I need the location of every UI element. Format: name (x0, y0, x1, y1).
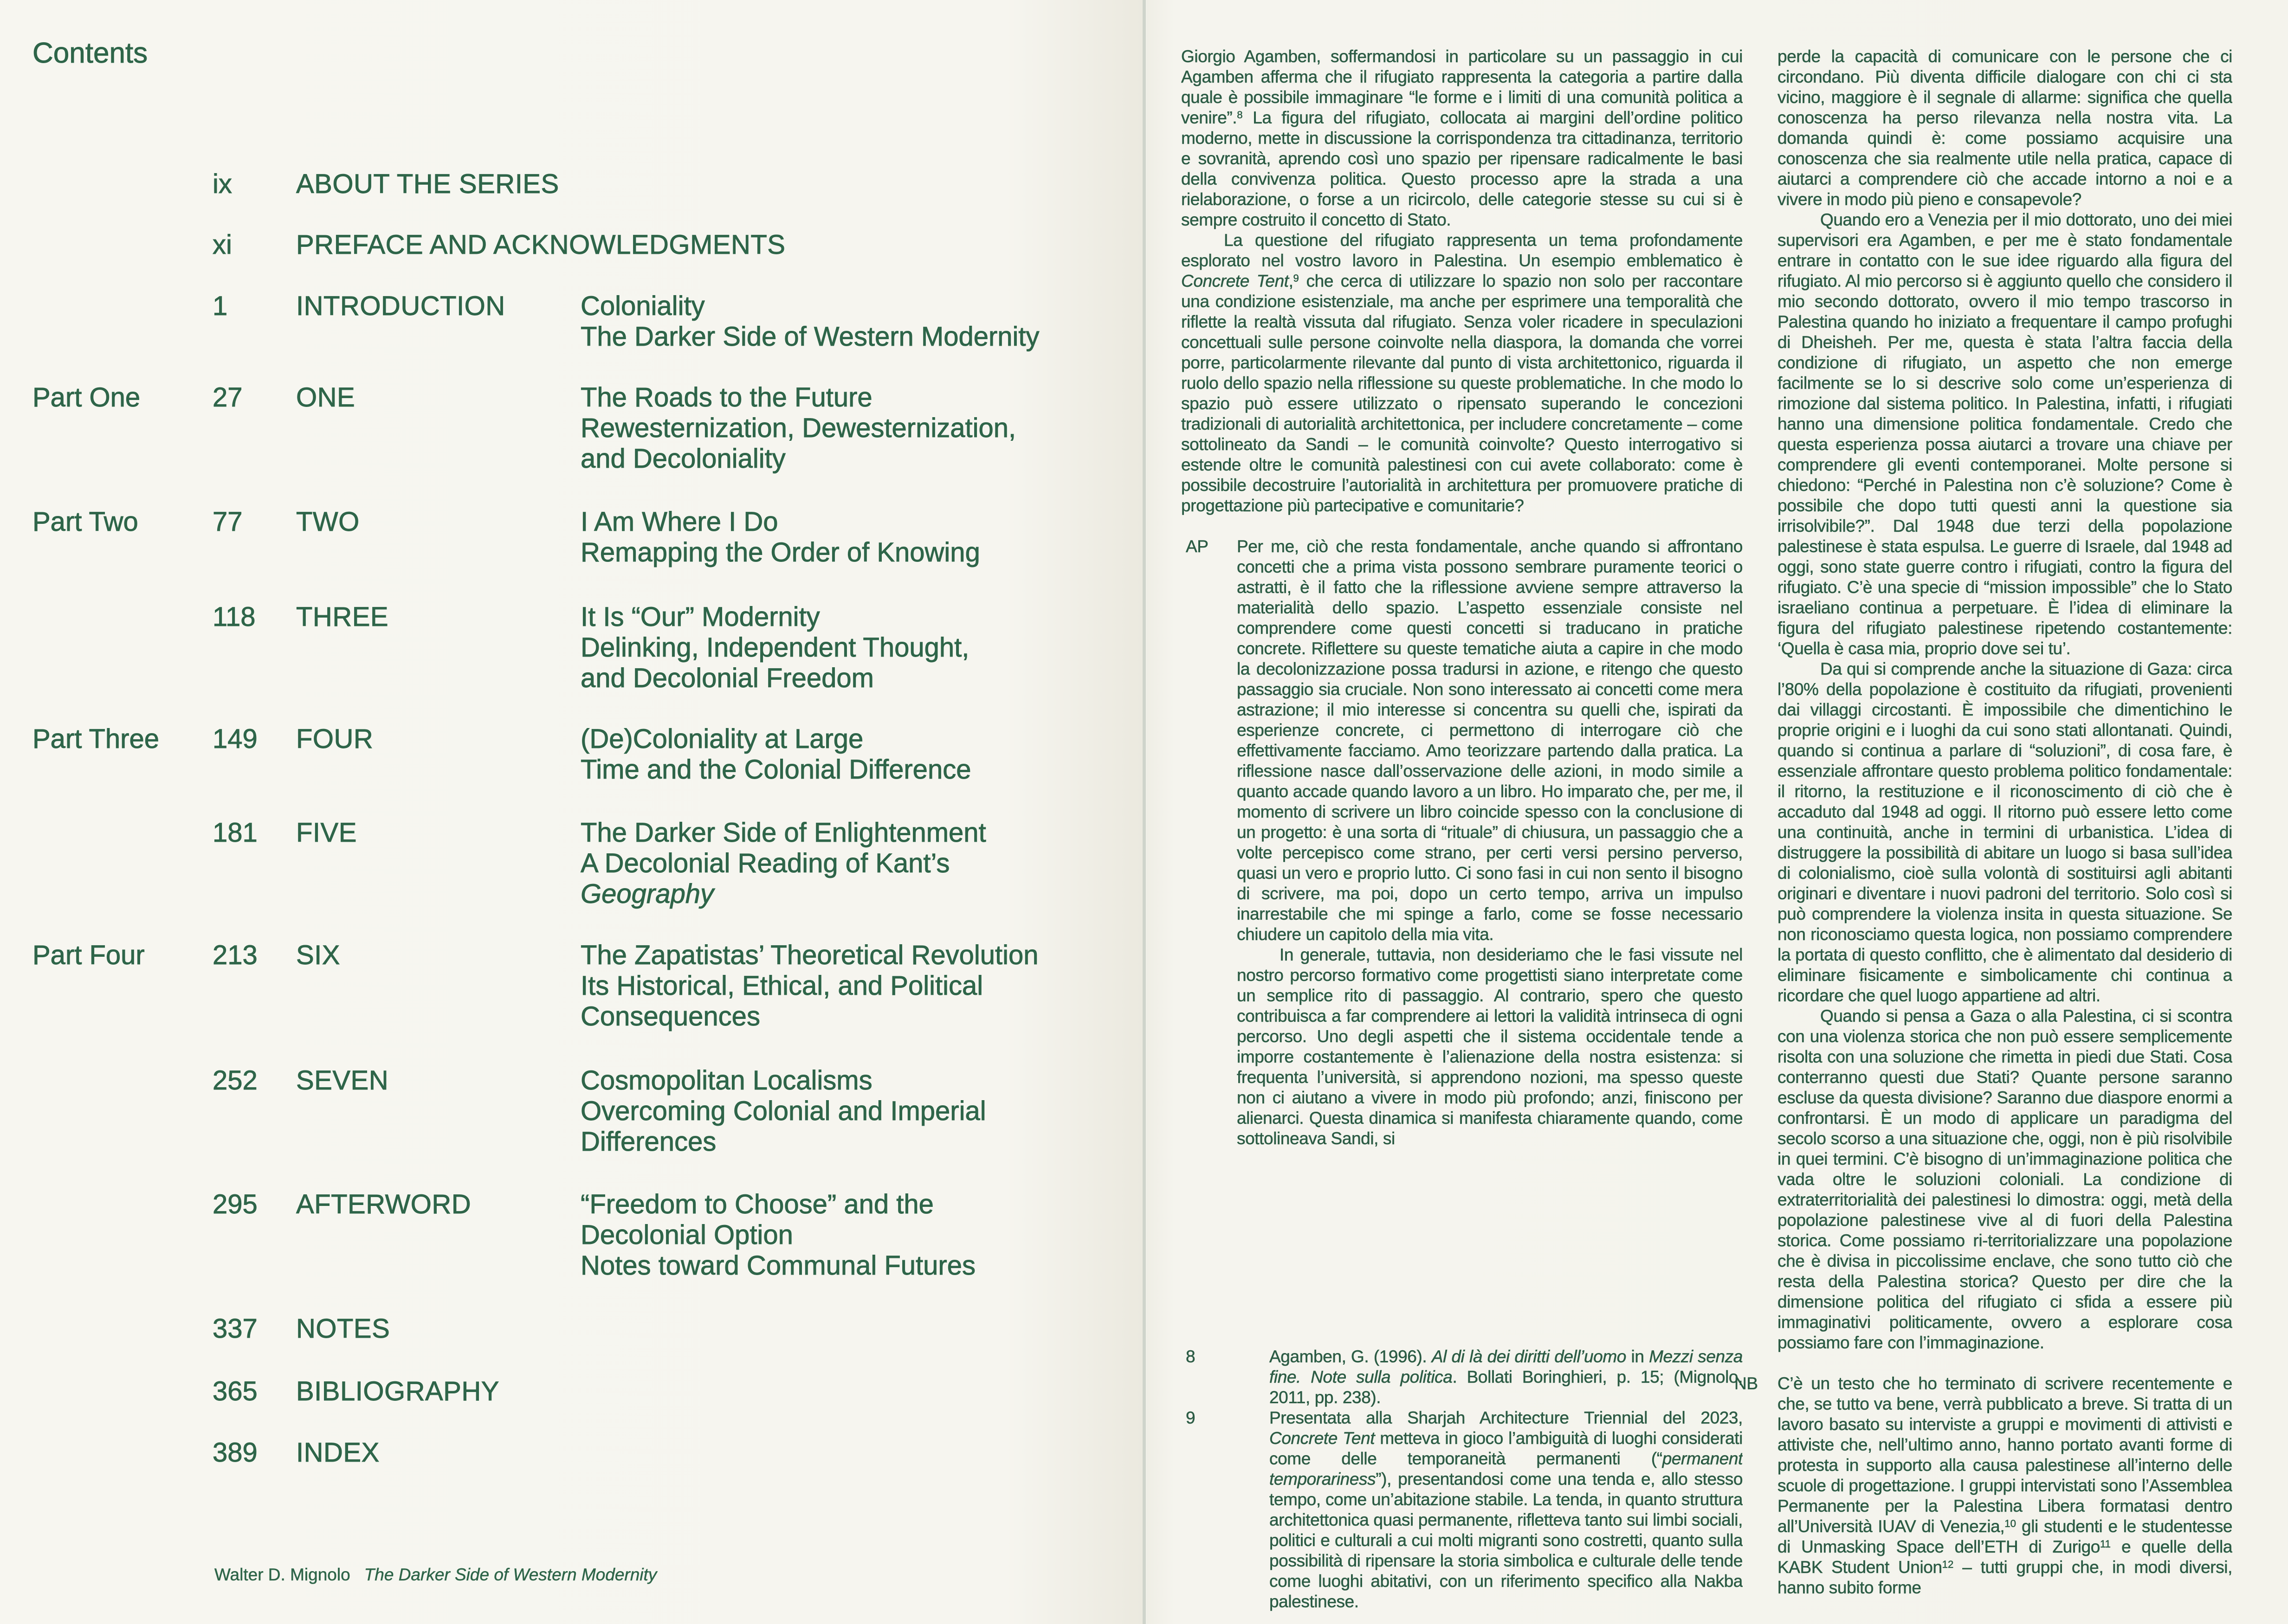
toc-chapter-label: FIVE (296, 818, 357, 848)
toc-title: It Is “Our” Modernity Delinking, Independent Thought, and Decolonial Freedom (581, 602, 969, 693)
interview-page (1146, 0, 2288, 1624)
footnote-text: Presentata alla Sharjah Architecture Triennial del 2023, Concrete Tent metteva in gioco l’ambiguità di luoghi considerati come delle temporaneità permanenti (“permanent temporariness”), presentandosi come una tenda e, allo stesso tempo, come un’abitazione stabile. La tenda, in quanto struttura architettonica quasi permanente, rifletteva tanto sui limbi sociali, politici e culturali a cui molti migranti sono costretti, quanto sulla possibilità di ripensare la storia simbolica e culturale delle tende come luoghi abitativi, con un riferimento specifico alla Nakba palestinese. (1269, 1408, 1743, 1611)
paragraph: Quando si pensa a Gaza o alla Palestina, ci si scontra con una violenza storica che non può essere semplicemente risolta con una soluzione che rimetta in piedi due Stati. Cosa conterranno questi due Stati? Quante persone saranno escluse da questa divisione? Saranno due diaspore enormi a confrontarsi. È un modo di applicare un paradigma del secolo scorso a una situazione che, oggi, non è più risolvibile in quei termini. C’è bisogno di un’immaginazione politica che vada oltre le soluzioni coloniali. La condizione di extraterritorialità dei palestinesi lo dimostra: oggi, metà della popolazione palestinese vive al di fuori della Palestina storica. Come possiamo ri-territorializzare una popolazione che è divisa in piccolissime enclave, che sono tutto ciò che resta della Palestina storica? Questo per dire che la dimensione politica del rifugiato ci sfida a essere più immaginativi politicamente, ovvero a esplorare cosa possiamo fare con l’immaginazione. (1777, 1006, 2232, 1352)
toc-page-number: 337 (213, 1314, 258, 1344)
toc-page-number: 389 (213, 1437, 258, 1468)
toc-page-number: 118 (213, 602, 256, 632)
footnote-text: Agamben, G. (1996). Al di là dei diritti dell’uomo in Mezzi senza fine. Note sulla politica. Bollati Boringhieri, p. 15; (Mignolo, 2011, pp. 238). (1269, 1347, 1743, 1407)
toc-page-number: ix (213, 169, 232, 199)
toc-title: The Roads to the Future Rewesternization, Dewesternization, and Decoloniality (581, 382, 1016, 474)
contents-page (0, 0, 1143, 1624)
footnote-reference: 8 (1237, 109, 1243, 121)
toc-page-number: 181 (213, 818, 258, 848)
toc-chapter-label: SIX (296, 940, 340, 970)
speaker-label: NB (1734, 1374, 1758, 1393)
italic-text: Al di là dei diritti dell’uomo (1431, 1347, 1626, 1366)
footnote-reference: 12 (1942, 1559, 1954, 1571)
toc-page-number: 252 (213, 1065, 258, 1096)
toc-part-label: Part Three (32, 724, 159, 754)
toc-title: (De)Coloniality at Large Time and the Colonial Difference (581, 724, 971, 785)
paragraph: Per me, ciò che resta fondamentale, anche quando si affrontano concetti che a prima vista possono sembrare puramente teorici o astratti, è il fatto che la riflessione avviene sempre attraverso la materialità dello spazio. L’aspetto essenziale consiste nel comprendere come questi concetti si traducano in pratiche concrete. Riflettere su queste tematiche aiuta a capire in che modo la decolonizzazione possa tradursi in azione, e ritengo che questo passaggio sia cruciale. Non sono interessato ai concetti come mera astrazione; il mio interesse si concentra su quelli che, ispirati da esperienze concrete, ci permettono di interrogare ciò che effettivamente facciamo. Amo teorizzare partendo dalla pratica. La riflessione nasce dall’osservazione delle azioni, in modo simile a quanto accade quando lavoro a un libro. Ho imparato che, per me, il momento di scrivere un libro coincide spesso con la conclusione di un progetto: è una sorta di “rituale” di chiusura, un passaggio che a volte percepisco come strano, per certi versi persino perverso, quasi un vero e proprio lutto. Ci sono fasi in cui non sento il bisogno di scrivere, ma poi, dopo un certo tempo, arriva un impulso inarrestabile che mi spinge a farlo, come se fosse necessario chiudere un capitolo della mia vita. (1237, 537, 1743, 944)
toc-title: I Am Where I Do Remapping the Order of Knowing (581, 507, 980, 567)
footnote (1181, 1408, 1743, 1612)
italic-title-line: Geography (581, 879, 714, 909)
footnote-number: 9 (1186, 1408, 1196, 1427)
toc-chapter-label: ONE (296, 382, 355, 412)
footnote-number: 8 (1186, 1347, 1196, 1366)
toc-chapter-label: INDEX (296, 1437, 380, 1468)
speaker-label: AP (1186, 537, 1209, 556)
footnote-reference: 9 (1293, 272, 1299, 284)
paragraph: perde la capacità di comunicare con le persone che ci circondano. Più diventa difficile dialogare con chi ci sta vicino, maggiore è il segnale di allarme: significa che quella conoscenza ha perso rilevanza nella nostra vita. La domanda quindi è: come possiamo acquisire una conoscenza che sia realmente utile nella pratica, capace di aiutarci a comprendere ciò che accade intorno a noi e a vivere in modo più pieno e consapevole? (1777, 47, 2232, 209)
toc-page-number: 77 (213, 507, 243, 537)
toc-page-number: 295 (213, 1189, 258, 1219)
answer-block (1733, 1373, 2232, 1598)
paragraph: La questione del rifugiato rappresenta un tema profondamente esplorato nel vostro lavoro in Palestina. Un esempio emblematico è Concrete Tent,$^9$ che cerca di utilizzare lo spazio non solo per raccontare una condizione esistenziale, ma anche per esprimere una temporalità che riflette la realtà vissuta dal rifugiato. Senza voler ricadere in speculazioni concettuali sulle persone coinvolte nella diaspora, la domanda che vorrei porre, particolarmente rilevante dal punto di vista architettonico, riguarda il ruolo dello spazio nella riflessione su queste problematiche. In che modo lo spazio può essere utilizzato o ripensato superando le concezioni tradizionali di autorialità architettonica, per includere concretamente – come sottolineato da Sandi – le comunità coinvolte? Questo interrogativo si estende oltre le comunità palestinesi con cui avete collaborato: come è possibile decostruire l’autorialità in architettura per promuovere pratiche di progettazione più partecipative e comunitarie? (1181, 231, 1743, 515)
toc-page-number: xi (213, 230, 232, 260)
toc-chapter-label: BIBLIOGRAPHY (296, 1376, 499, 1406)
toc-chapter-label: AFTERWORD (296, 1189, 472, 1219)
italic-text: Concrete Tent (1181, 271, 1289, 290)
toc-title: Cosmopolitan Localisms Overcoming Colonial and Imperial Differences (581, 1065, 986, 1157)
paragraph: C’è un testo che ho terminato di scrivere recentemente e che, se tutto va bene, verrà pubblicato a breve. Si tratta di un lavoro basato su interviste a gruppi e movimenti di attivisti e attiviste che, nell’ultimo anno, hanno portato avanti forme di protesta in supporto alla causa palestinese all’interno delle scuole di progettazione. I gruppi intervistati sono l’Assemblea Permanente per la Palestina Libera formatasi dentro all’Università IUAV di Venezia,$^{10}$ gli studenti e le studentesse di Unmasking Space dell’ETH di Zurigo$^{11}$ e quelle della KABK Student Union$^{12}$ – tutti gruppi che, in modi diversi, hanno subito forme (1777, 1374, 2232, 1597)
toc-title: Coloniality The Darker Side of Western Modernity (581, 291, 1040, 352)
paragraph: Giorgio Agamben, soffermandosi in particolare su un passaggio in cui Agamben afferma che il rifugiato rappresenta la categoria a partire dalla quale è possibile immaginare “le forme e i limiti di una comunità politica a venire”.$^8$ La figura del rifugiato, collocata ai margini dell’ordine politico moderno, mette in discussione la corrispondenza tra cittadinanza, territorio e sovranità, aprendo così uno spazio per ripensare radicalmente le basi della convivenza politica. Questo processo apre la strada a una rielaborazione, o forse a un ricircolo, delle categorie stesse su cui si è sempre costruito il concetto di Stato. (1181, 47, 1743, 229)
footnote-reference: 11 (2100, 1538, 2111, 1550)
text-column-left (1181, 46, 1743, 1344)
footer-author: Walter D. Mignolo (214, 1565, 350, 1584)
toc-page-number: 1 (213, 291, 228, 321)
toc-page-number: 149 (213, 724, 258, 754)
toc-chapter-label: INTRODUCTION (296, 291, 505, 321)
footnote (1181, 1347, 1743, 1408)
toc-part-label: Part Two (32, 507, 138, 537)
paragraph: Da qui si comprende anche la situazione di Gaza: circa l’80% della popolazione è costituito da rifugiati, provenienti dai villaggi circostanti. È impossibile che dimentichino le proprie origini e i luoghi da cui sono stati allontanati. Quindi, quando si continua a parlare di “soluzioni”, di cosa fare, è essenziale affrontare questo problema politico fondamentale: il ritorno, la restituzione e il riconoscimento di ciò che è accaduto dal 1948 ad oggi. Il ritorno può essere letto come una continuità, anche in termini di urbanistica. L’idea di distruggere la possibilità di abitare un luogo si basa sull’idea di colonialismo, cioè sulla volontà di sostituirsi agli abitanti originari e diventare i nuovi padroni del territorio. Solo così si può comprendere la violenza insita in questa situazione. Se non riconosciamo questa logica, non possiamo comprendere la portata di questo conflitto, che è alimentato dal desiderio di eliminare fisicamente e simbolicamente chi continua a ricordare che quel luogo appartiene ad altri. (1777, 659, 2232, 1005)
toc-chapter-label: ABOUT THE SERIES (296, 169, 559, 199)
toc-page-number: 365 (213, 1376, 258, 1406)
toc-chapter-label: PREFACE AND ACKNOWLEDGMENTS (296, 230, 786, 260)
text-column-right (1733, 46, 2232, 1615)
paragraph: Quando ero a Venezia per il mio dottorato, uno dei miei supervisori era Agamben, e per me è stato fondamentale entrare in contatto con le sue idee riguardo alla figura del rifugiato. Al mio percorso si è aggiunto quello che considero il mio secondo dottorato, ovvero il mio tempo trascorso in Palestina quando ho iniziato a frequentare il campo profughi di Dheisheh. Per me, questa è stata l’altra faccia della condizione di rifugiato, un aspetto che non emerge facilmente se lo si descrive solo come un’esperienza di rimozione dal sistema politico. In Palestina, infatti, i rifugiati hanno una dimensione politica fondamentale. Credo che questa esperienza possa aiutarci a trovare una chiave per comprendere gli eventi contemporanei. Molte persone si chiedono: “Perché in Palestina non c’è soluzione? Come è possibile che dopo tutti questi anni la questione sia irrisolvibile?”. Dal 1948 due terzi della popolazione palestinese è stata espulsa. Le guerre di Israele, dal 1948 ad oggi, sono state guerre contro i rifugiati, contro la figura del rifugiato. C’è una specie di “mission impossible” che lo Stato israeliano continua a perpetuare. È l’idea di eliminare la figura del rifugiato palestinese ripetendo costantemente: ‘Quella è casa mia, proprio dove sei tu’. (1777, 210, 2232, 658)
toc-title: “Freedom to Choose” and the Decolonial Option Notes toward Communal Futures (581, 1189, 976, 1281)
page-gutter-line (1143, 0, 1146, 1624)
toc-chapter-label: FOUR (296, 724, 374, 754)
toc-part-label: Part Four (32, 940, 145, 970)
footnotes-block (1181, 1347, 1743, 1620)
page-title: Contents (32, 37, 148, 69)
continuation-block (1733, 46, 2232, 1353)
toc-chapter-label: THREE (296, 602, 389, 632)
italic-text: Concrete Tent (1269, 1429, 1375, 1448)
toc-title: The Darker Side of Enlightenment A Decolonial Reading of Kant’s Geography (581, 818, 986, 909)
answer-block (1181, 536, 1743, 1149)
running-footer (214, 1565, 657, 1585)
italic-text: Mezzi senza fine. Note sulla politica (1269, 1347, 1743, 1386)
table-of-contents (0, 0, 1143, 1624)
italic-text: permanent temporariness (1269, 1449, 1743, 1489)
toc-chapter-label: TWO (296, 507, 360, 537)
toc-page-number: 213 (213, 940, 258, 970)
toc-part-label: Part One (32, 382, 141, 412)
toc-chapter-label: NOTES (296, 1314, 390, 1344)
footer-book-title: The Darker Side of Western Modernity (364, 1565, 657, 1584)
toc-title: The Zapatistas’ Theoretical Revolution Its Historical, Ethical, and Political Consequences (581, 940, 1039, 1031)
paragraph: In generale, tuttavia, non desideriamo che le fasi vissute nel nostro percorso formativo come progettisti siano interpretate come un semplice rito di passaggio. Al contrario, spero che questo contribuisca a far comprendere ai lettori la validità intrinseca di ogni percorso. Uno degli aspetti che il sistema occidentale tende a imporre costantemente è l’alienazione della nostra esistenza: si frequenta l’università, si apprendono nozioni, ma spesso queste non ci aiutano a vivere in modo più profondo; anzi, finiscono per alienarci. Questa dinamica si manifesta chiaramente quando, come sottolineava Sandi, si (1237, 945, 1743, 1148)
footnote-reference: 10 (2004, 1518, 2016, 1530)
question-block (1181, 46, 1743, 516)
toc-page-number: 27 (213, 382, 243, 412)
toc-chapter-label: SEVEN (296, 1065, 389, 1096)
